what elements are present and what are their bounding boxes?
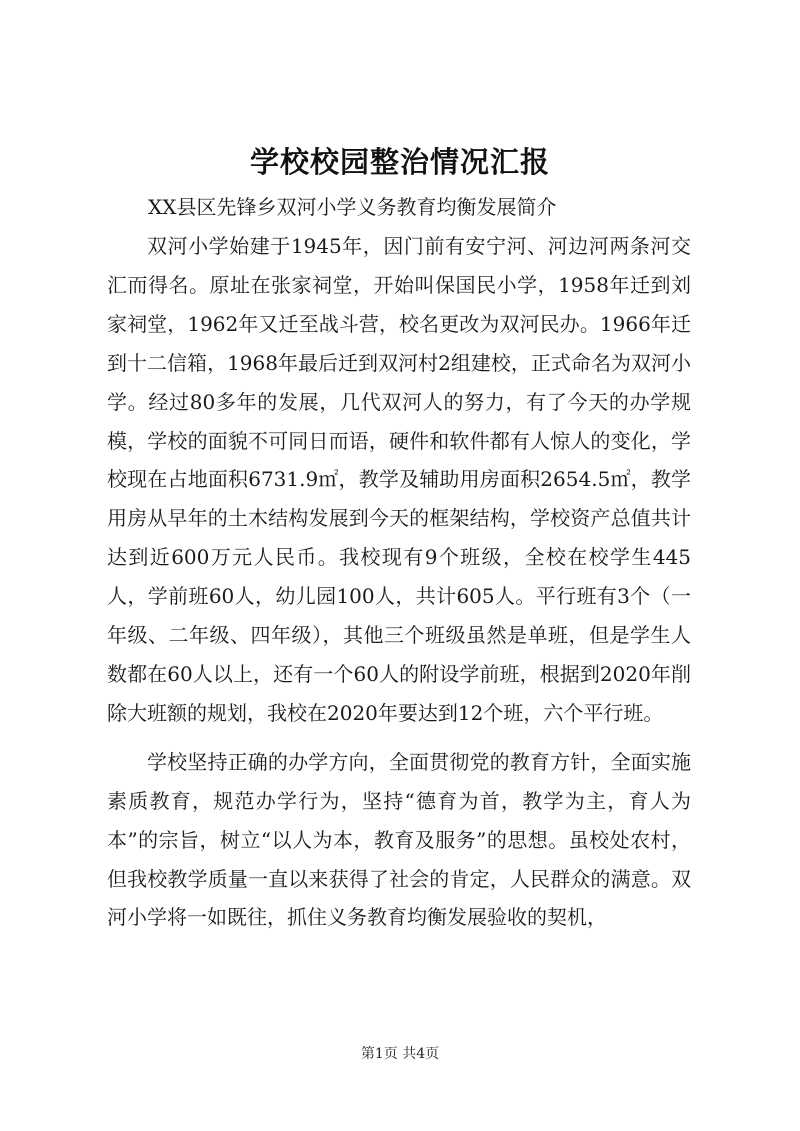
document-body [107, 227, 691, 947]
page-number: 第1页 共4页 [360, 1046, 440, 1062]
document-title: 学校校园整治情况汇报 [249, 145, 550, 179]
paragraph-school-history: 双河小学始建于1945年，因门前有安宁河、河边河两条河交汇而得名。原址在张家祠堂，开始叫保国民小学，1958年迁到刘家祠堂，1962年又迁至战斗营，校名更改为双河民办。1966年迁到十二信箱，1968年最后迁到双河村2组建校，正式命名为双河小学。经过80多年的发展，几代双河人的努力，有了今天的办学规模，学校的面貌不可同日而语，硬件和软件都有人惊人的变化，学校现在占地面积6731.9㎡，教学及辅助用房面积2654.5㎡，教学用房从早年的土木结构发展到今天的框架结构，学校资产总值共计达到近600万元人民币。我校现有9个班级，全校在校学生445人，学前班60人，幼儿园100人，共计605人。平行班有3个（一年级、二年级、四年级），其他三个班级虽然是单班，但是学生人数都在60人以上，还有一个60人的附设学前班，根据到2020年削除大班额的规划，我校在2020年要达到12个班，六个平行班。 [107, 234, 691, 725]
document-subtitle: XX县区先锋乡双河小学义务教育均衡发展简介 [148, 195, 557, 219]
paragraph-school-philosophy: 学校坚持正确的办学方向，全面贯彻党的教育方针，全面实施素质教育，规范办学行为，坚持“德育为首，教学为主，育人为本”的宗旨，树立“以人为本，教育及服务”的思想。虽校处农村，但我校教学质量一直以来获得了社会的肯定，人民群众的满意。双河小学将一如既往，抓住义务教育均衡发展验收的契机， [107, 749, 691, 930]
